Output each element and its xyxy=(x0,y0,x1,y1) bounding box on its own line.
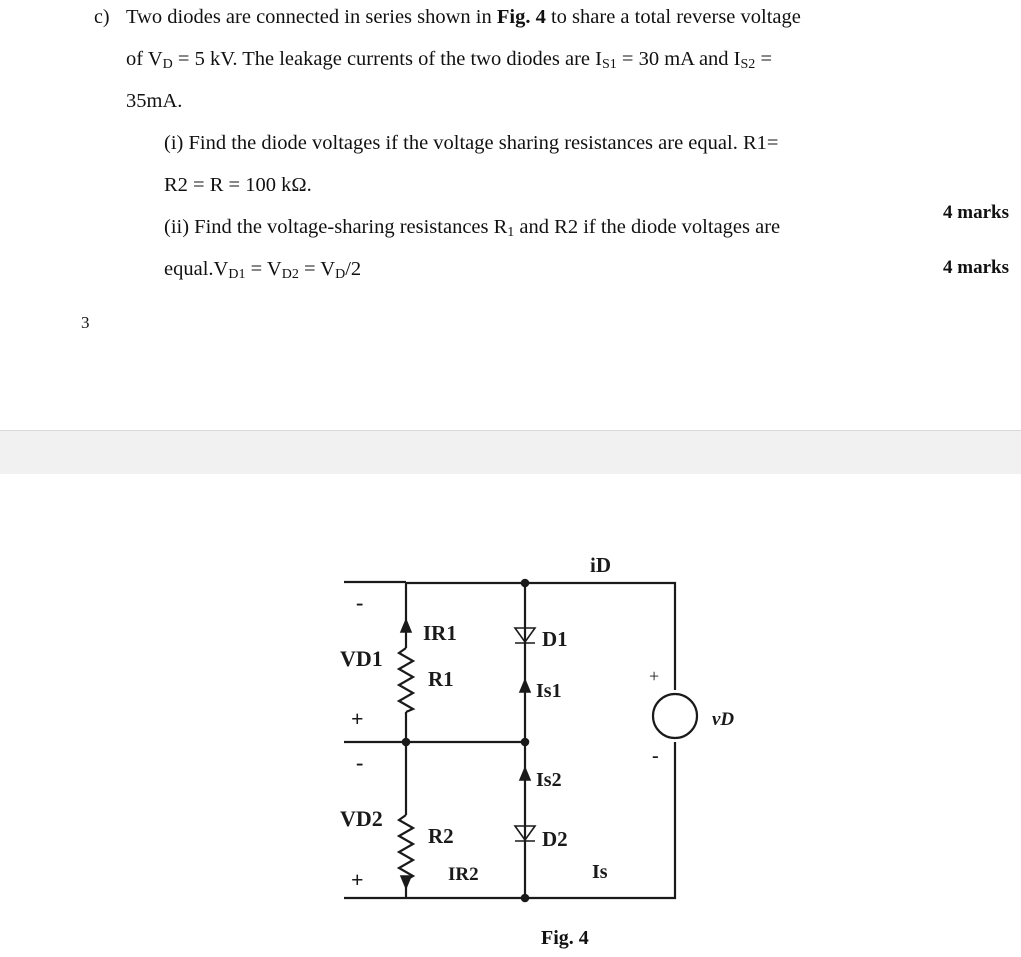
marks-part-i: 4 marks xyxy=(943,202,1009,223)
part-ii-line-2: $equal.V_{D1} = V_{D2} = V_D/2$ xyxy=(164,258,362,282)
label-ir2: IR2 xyxy=(448,864,479,885)
voltage-source xyxy=(653,694,697,738)
junction-mid-center xyxy=(522,739,529,746)
figure-caption: Fig. 4 xyxy=(541,927,589,949)
label-d1: D1 xyxy=(542,627,568,651)
part-i-line-2: R2 = R = 100 kΩ. xyxy=(164,174,312,196)
junction-top xyxy=(522,580,529,587)
question-number: 3 xyxy=(81,313,90,332)
label-ir1: IR1 xyxy=(423,621,457,645)
figure-reference: Fig. 4 xyxy=(496,6,546,28)
label-minus-source: - xyxy=(652,745,659,767)
label-is: Is xyxy=(592,861,608,883)
part-i-line-1: (i) Find the diode voltages if the voltage sharing resistances are equal. R1= xyxy=(164,132,779,154)
label-r1: R1 xyxy=(428,667,454,691)
label-is1: Is1 xyxy=(536,680,562,702)
arrow-ir2 xyxy=(401,876,411,888)
label-d2: D2 xyxy=(542,827,568,851)
resistor-r1 xyxy=(399,648,413,712)
resistor-r2 xyxy=(399,815,413,880)
question-line-3: 35mA. xyxy=(126,90,183,112)
label-vd1: VD1 xyxy=(340,646,383,671)
label-vd2: VD2 xyxy=(340,806,383,831)
label-minus-top: - xyxy=(356,590,364,615)
question-line-1: Two diodes are connected in series shown in Fig. 4 to share a total reverse voltage xyxy=(126,6,801,28)
part-ii-line-1: (ii) Find the voltage-sharing resistances $R_1$ and R2 if the diode voltages are xyxy=(164,216,781,240)
label-id: iD xyxy=(590,553,611,577)
label-vd-source: vD xyxy=(712,709,735,730)
right-wire-bottom xyxy=(406,742,675,898)
label-plus-bottom: + xyxy=(351,867,364,892)
marks-part-ii: 4 marks xyxy=(943,257,1009,278)
label-is2: Is2 xyxy=(536,769,562,791)
arrow-is2 xyxy=(520,768,530,780)
arrow-is1 xyxy=(520,680,530,692)
question-line-2: of $V_D = 5$ kV. The leakage currents of the two diodes are $I_{S1} = 30$ mA and $I_{S2}$ = xyxy=(126,48,772,72)
junction-bottom xyxy=(522,895,529,902)
arrow-ir1 xyxy=(401,620,411,632)
label-minus-bottom: - xyxy=(356,750,364,775)
label-r2: R2 xyxy=(428,824,454,848)
question-label: c) xyxy=(94,6,110,28)
label-plus-top: + xyxy=(351,706,364,731)
junction-mid-left xyxy=(403,739,410,746)
label-plus-source: + xyxy=(649,666,660,686)
